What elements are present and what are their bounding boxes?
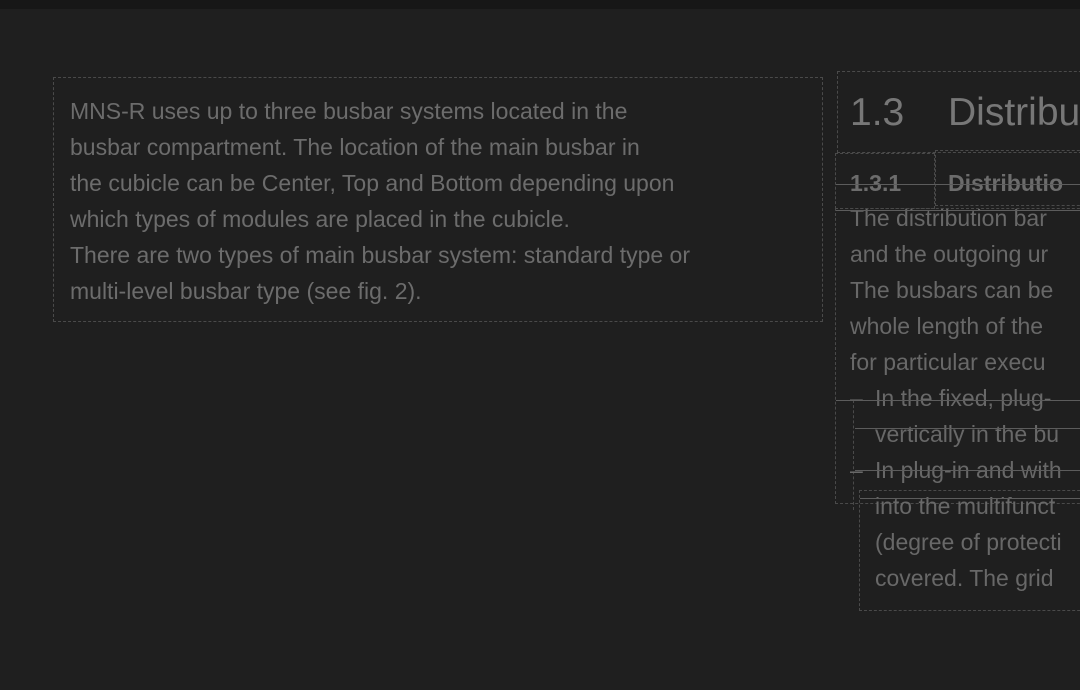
- frame-overlap-line: [836, 184, 1080, 185]
- bullet-line: In the fixed, plug-: [875, 385, 1052, 411]
- right-line: for particular execu: [850, 349, 1046, 375]
- left-paragraph: [70, 93, 820, 309]
- frame-overlap-line: [855, 470, 1080, 471]
- section-title: Distribu: [948, 91, 1080, 134]
- frame-overlap-line: [836, 210, 1080, 211]
- bullet-line: In plug-in and with: [875, 457, 1062, 483]
- continuation-line: covered. The grid: [875, 565, 1054, 591]
- paragraph-line: busbar compartment. The location of the main busbar in: [70, 134, 640, 160]
- section-number: 1.3: [850, 91, 905, 134]
- right-line: whole length of the: [850, 313, 1044, 339]
- subsection-number: 1.3.1: [850, 170, 902, 196]
- paragraph-line: MNS-R uses up to three busbar systems located in the: [70, 98, 628, 124]
- subsection-title: Distributio: [948, 170, 1063, 196]
- right-line: The distribution bar: [850, 205, 1047, 231]
- bullet-line: vertically in the bu: [875, 421, 1060, 447]
- paragraph-line: which types of modules are placed in the cubicle.: [70, 206, 570, 232]
- frame-overlap-line: [836, 400, 1080, 401]
- bullet-dash: –: [850, 385, 863, 411]
- right-line: and the outgoing ur: [850, 241, 1049, 267]
- paragraph-line: multi-level busbar type (see fig. 2).: [70, 278, 422, 304]
- bullet-line: into the multifunct: [875, 493, 1056, 519]
- paragraph-line: There are two types of main busbar system: standard type or: [70, 242, 691, 268]
- right-line: The busbars can be: [850, 277, 1054, 303]
- continuation-line: (degree of protecti: [875, 529, 1062, 555]
- bullet-dash: –: [850, 457, 863, 483]
- frame-overlap-line: [855, 428, 1080, 429]
- frame-overlap-line: [860, 498, 1080, 499]
- paragraph-line: the cubicle can be Center, Top and Bottom depending upon: [70, 170, 675, 196]
- top-bar: [0, 0, 1080, 9]
